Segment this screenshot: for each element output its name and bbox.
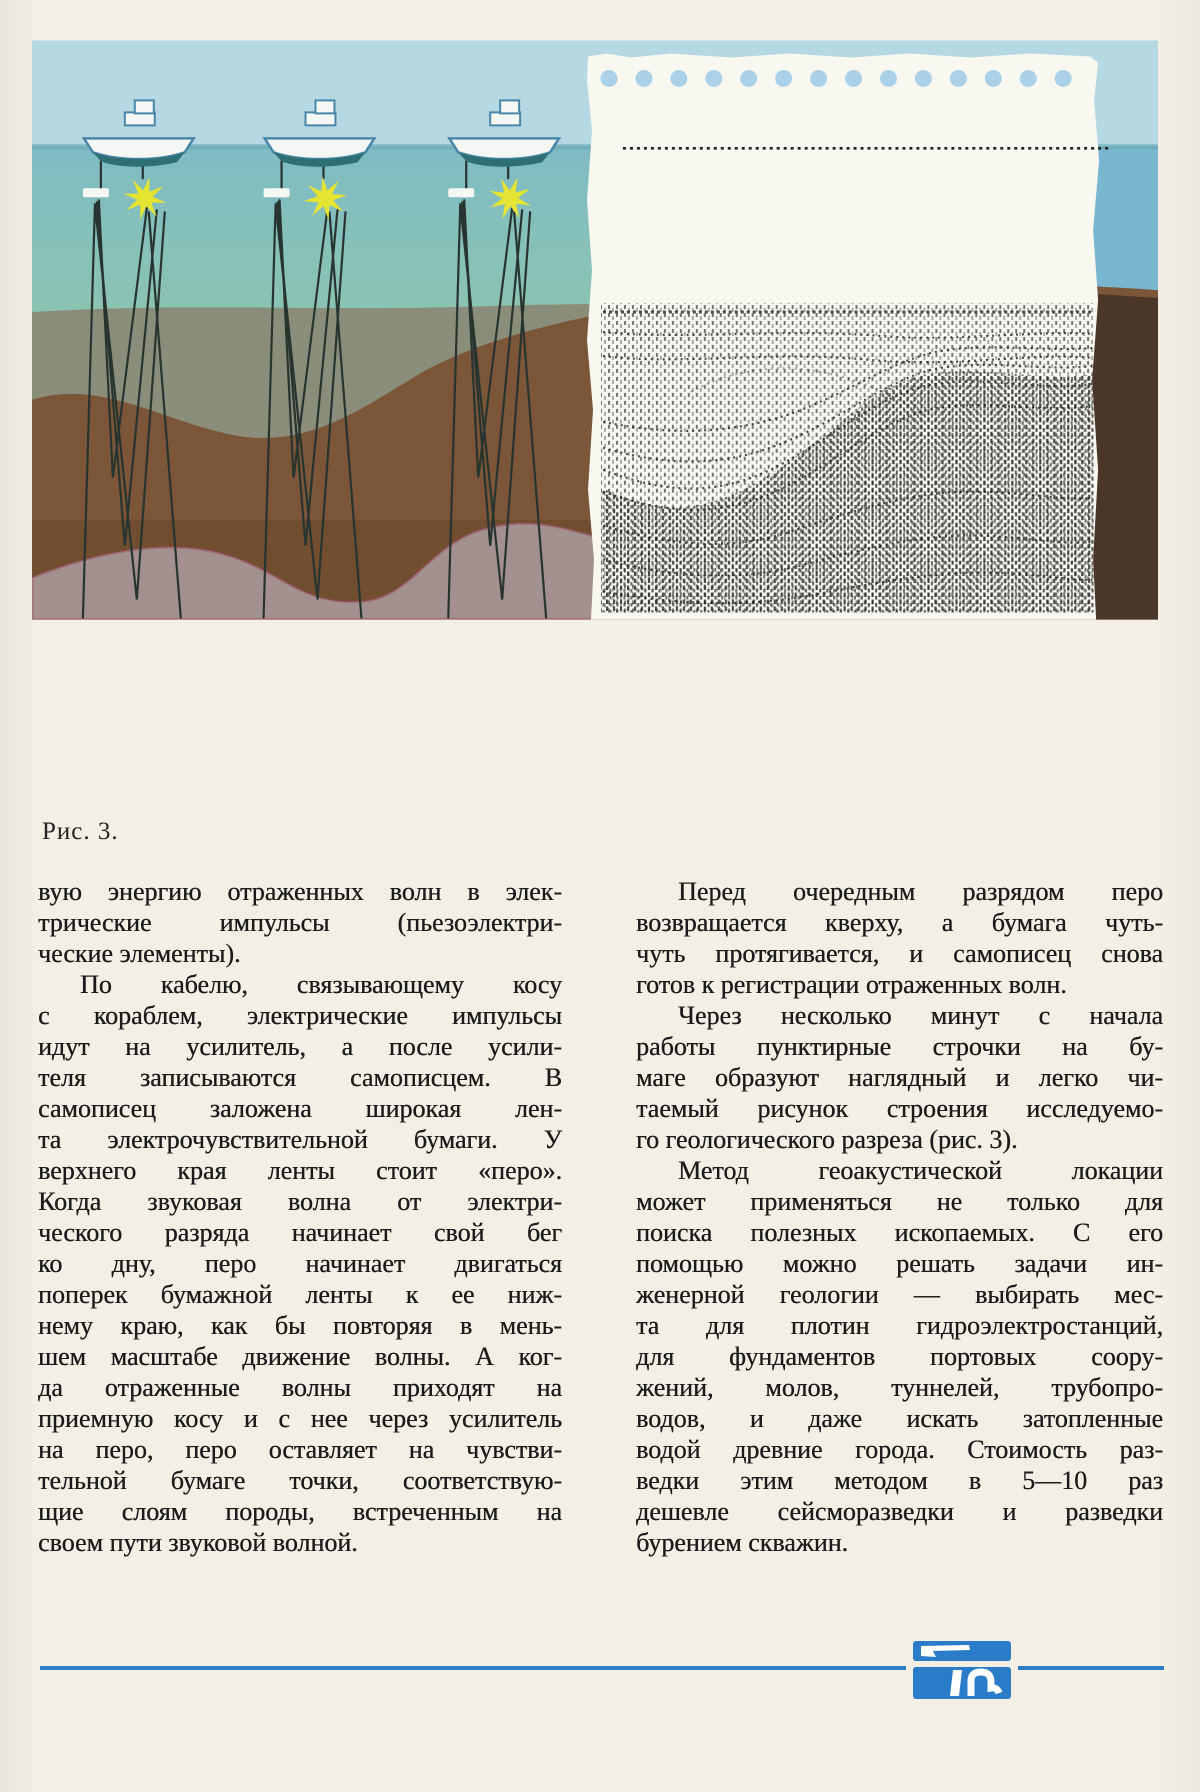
publisher-logo-icon <box>913 1641 1013 1701</box>
paragraph <box>38 969 562 1558</box>
text-line: теля записываются самописцем. В <box>38 1063 562 1092</box>
paragraph <box>636 1000 1163 1155</box>
text-line: может применяться не только для <box>636 1187 1163 1216</box>
text-line: поперек бумажной ленты к ее ниж- <box>38 1280 562 1309</box>
text-line: ко дну, перо начинает двигаться <box>38 1249 562 1278</box>
text-line: трические импульсы (пьезоэлектри- <box>38 908 562 937</box>
text-line: Перед очередным разрядом перо <box>678 877 1163 906</box>
text-line: возвращается кверху, а бумага чуть- <box>636 908 1163 937</box>
text-line: верхнего края ленты стоит «перо». <box>38 1156 562 1185</box>
trace-field <box>601 303 1094 612</box>
footer-rule-right <box>1018 1666 1164 1670</box>
text-line: Метод геоакустической локации <box>678 1156 1163 1185</box>
text-line: вую энергию отраженных волн в элек- <box>38 877 562 906</box>
text-line: щие слоям породы, встреченным на <box>38 1497 562 1526</box>
text-line: маге образуют наглядный и легко чи- <box>636 1063 1163 1092</box>
text-line: дешевле сейсморазведки и разведки <box>636 1497 1163 1526</box>
paragraph <box>636 876 1163 1000</box>
text-line: самописец заложена широкая лен- <box>38 1094 562 1123</box>
text-line: для фундаментов портовых соору- <box>636 1342 1163 1371</box>
hydrophone-float <box>448 188 474 197</box>
text-line: жений, молов, туннелей, трубопро- <box>636 1373 1163 1402</box>
text-line: та для плотин гидроэлектростанций, <box>636 1311 1163 1340</box>
publisher-logo <box>913 1641 1013 1701</box>
seismic-survey-scene <box>32 40 1158 620</box>
text-line: ведки этим методом в 5—10 раз <box>636 1466 1163 1495</box>
text-line: водой древние города. Стоимость раз- <box>636 1435 1163 1464</box>
figure-illustration <box>32 40 1158 620</box>
text-line: го геологического разреза (рис. 3). <box>636 1125 1018 1154</box>
paragraph <box>38 876 562 969</box>
text-line: работы пунктирные строчки на бу- <box>636 1032 1163 1061</box>
text-line: та электрочувствительной бумаги. У <box>38 1125 562 1154</box>
text-line: готов к регистрации отраженных волн. <box>636 970 1067 999</box>
column-right <box>636 876 1163 1558</box>
figure-caption: Рис. 3. <box>42 818 119 845</box>
text-line: нему краю, как бы повторяя в мень- <box>38 1311 562 1340</box>
text-line: водов, и даже искать затопленные <box>636 1404 1163 1433</box>
hydrophone-float <box>264 188 290 197</box>
seismogram-paper <box>587 53 1112 619</box>
text-line: с кораблем, электрические импульсы <box>38 1001 562 1030</box>
text-line: По кабелю, связывающему косу <box>80 970 562 999</box>
text-line: женерной геологии — выбирать мес- <box>636 1280 1163 1309</box>
text-line: ческие элементы). <box>38 939 241 968</box>
column-left <box>38 876 562 1558</box>
text-line: ческого разряда начинает свой бег <box>38 1218 562 1247</box>
footer-rule-left <box>40 1666 906 1670</box>
text-line: бурением скважин. <box>636 1528 849 1557</box>
text-line: приемную косу и с нее через усилитель <box>38 1404 562 1433</box>
text-line: чуть протягивается, и самописец снова <box>636 939 1163 968</box>
text-line: Через несколько минут с начала <box>678 1001 1163 1030</box>
hydrophone-float <box>83 188 109 197</box>
text-line: тельной бумаге точки, соответствую- <box>38 1466 562 1495</box>
paragraph <box>636 1155 1163 1558</box>
text-line: Когда звуковая волна от электри- <box>38 1187 562 1216</box>
text-line: на перо, перо оставляет на чувстви- <box>38 1435 562 1464</box>
text-line: шем масштабе движение волны. А ког- <box>38 1342 562 1371</box>
text-line: своем пути звуковой волной. <box>38 1528 358 1557</box>
text-line: таемый рисунок строения исследуемо- <box>636 1094 1163 1123</box>
text-line: идут на усилитель, а после усили- <box>38 1032 562 1061</box>
text-line: да отраженные волны приходят на <box>38 1373 562 1402</box>
text-line: помощью можно решать задачи ин- <box>636 1249 1163 1278</box>
text-line: поиска полезных ископаемых. С его <box>636 1218 1163 1247</box>
